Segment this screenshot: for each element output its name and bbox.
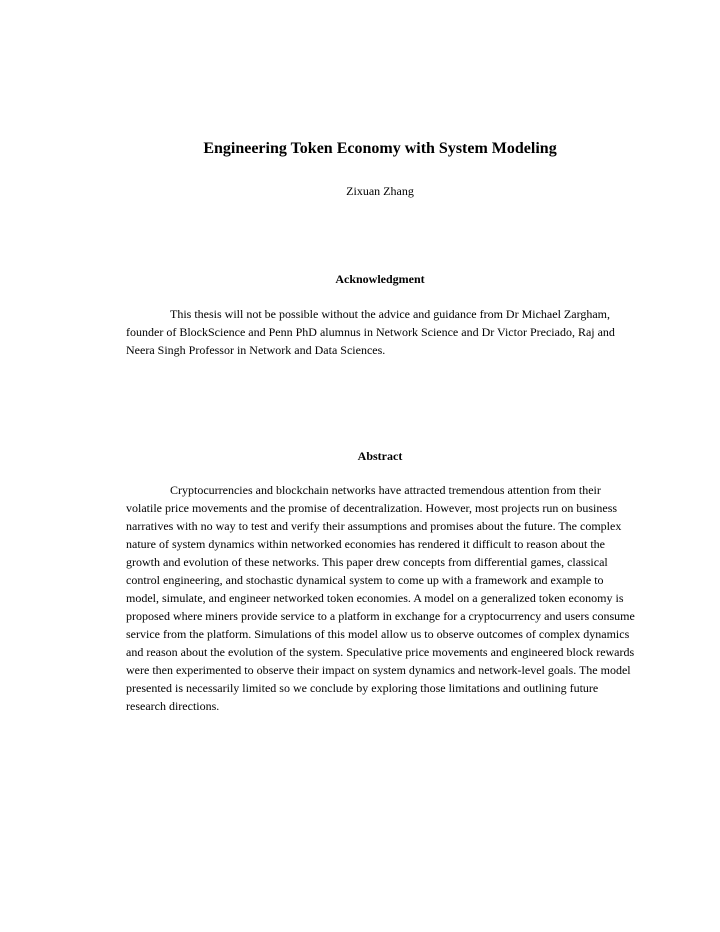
abstract-paragraph: Cryptocurrencies and blockchain networks have attracted tremendous attention from their volatile price movements and the promise of decentralization. However, most projects run on business narratives with no way to test and verify their assumptions and promises about the future. The complex nature of system dynamics within networked economies has rendered it difficult to reason about the growth and evolution of these networks. This paper drew concepts from differential games, classical control engineering, and stochastic dynamical system to come up with a framework and example to model, simulate, and engineer networked token economies. A model on a generalized token economy is proposed where miners provide service to a platform in exchange for a cryptocurrency and users consume service from the platform. Simulations of this model allow us to observe outcomes of complex dynamics and reason about the evolution of the system. Speculative price movements and engineered block rewards were then experimented to observe their impact on system dynamics and network-level goals. The model presented is necessarily limited so we conclude by exploring those limitations and outlining future research directions. — [126, 483, 635, 713]
abstract-heading: Abstract — [357, 449, 403, 463]
acknowledgment-paragraph: This thesis will not be possible without the advice and guidance from Dr Michael Zargham, founder of BlockScience and Penn PhD alumnus in Network Science and Dr Victor Preciado, Raj and Neera Singh Professor in Network and Data Sciences. — [126, 307, 615, 357]
acknowledgment-heading: Acknowledgment — [335, 272, 425, 286]
paper-title: Engineering Token Economy with System Modeling — [203, 140, 557, 157]
author-name: Zixuan Zhang — [346, 184, 414, 198]
